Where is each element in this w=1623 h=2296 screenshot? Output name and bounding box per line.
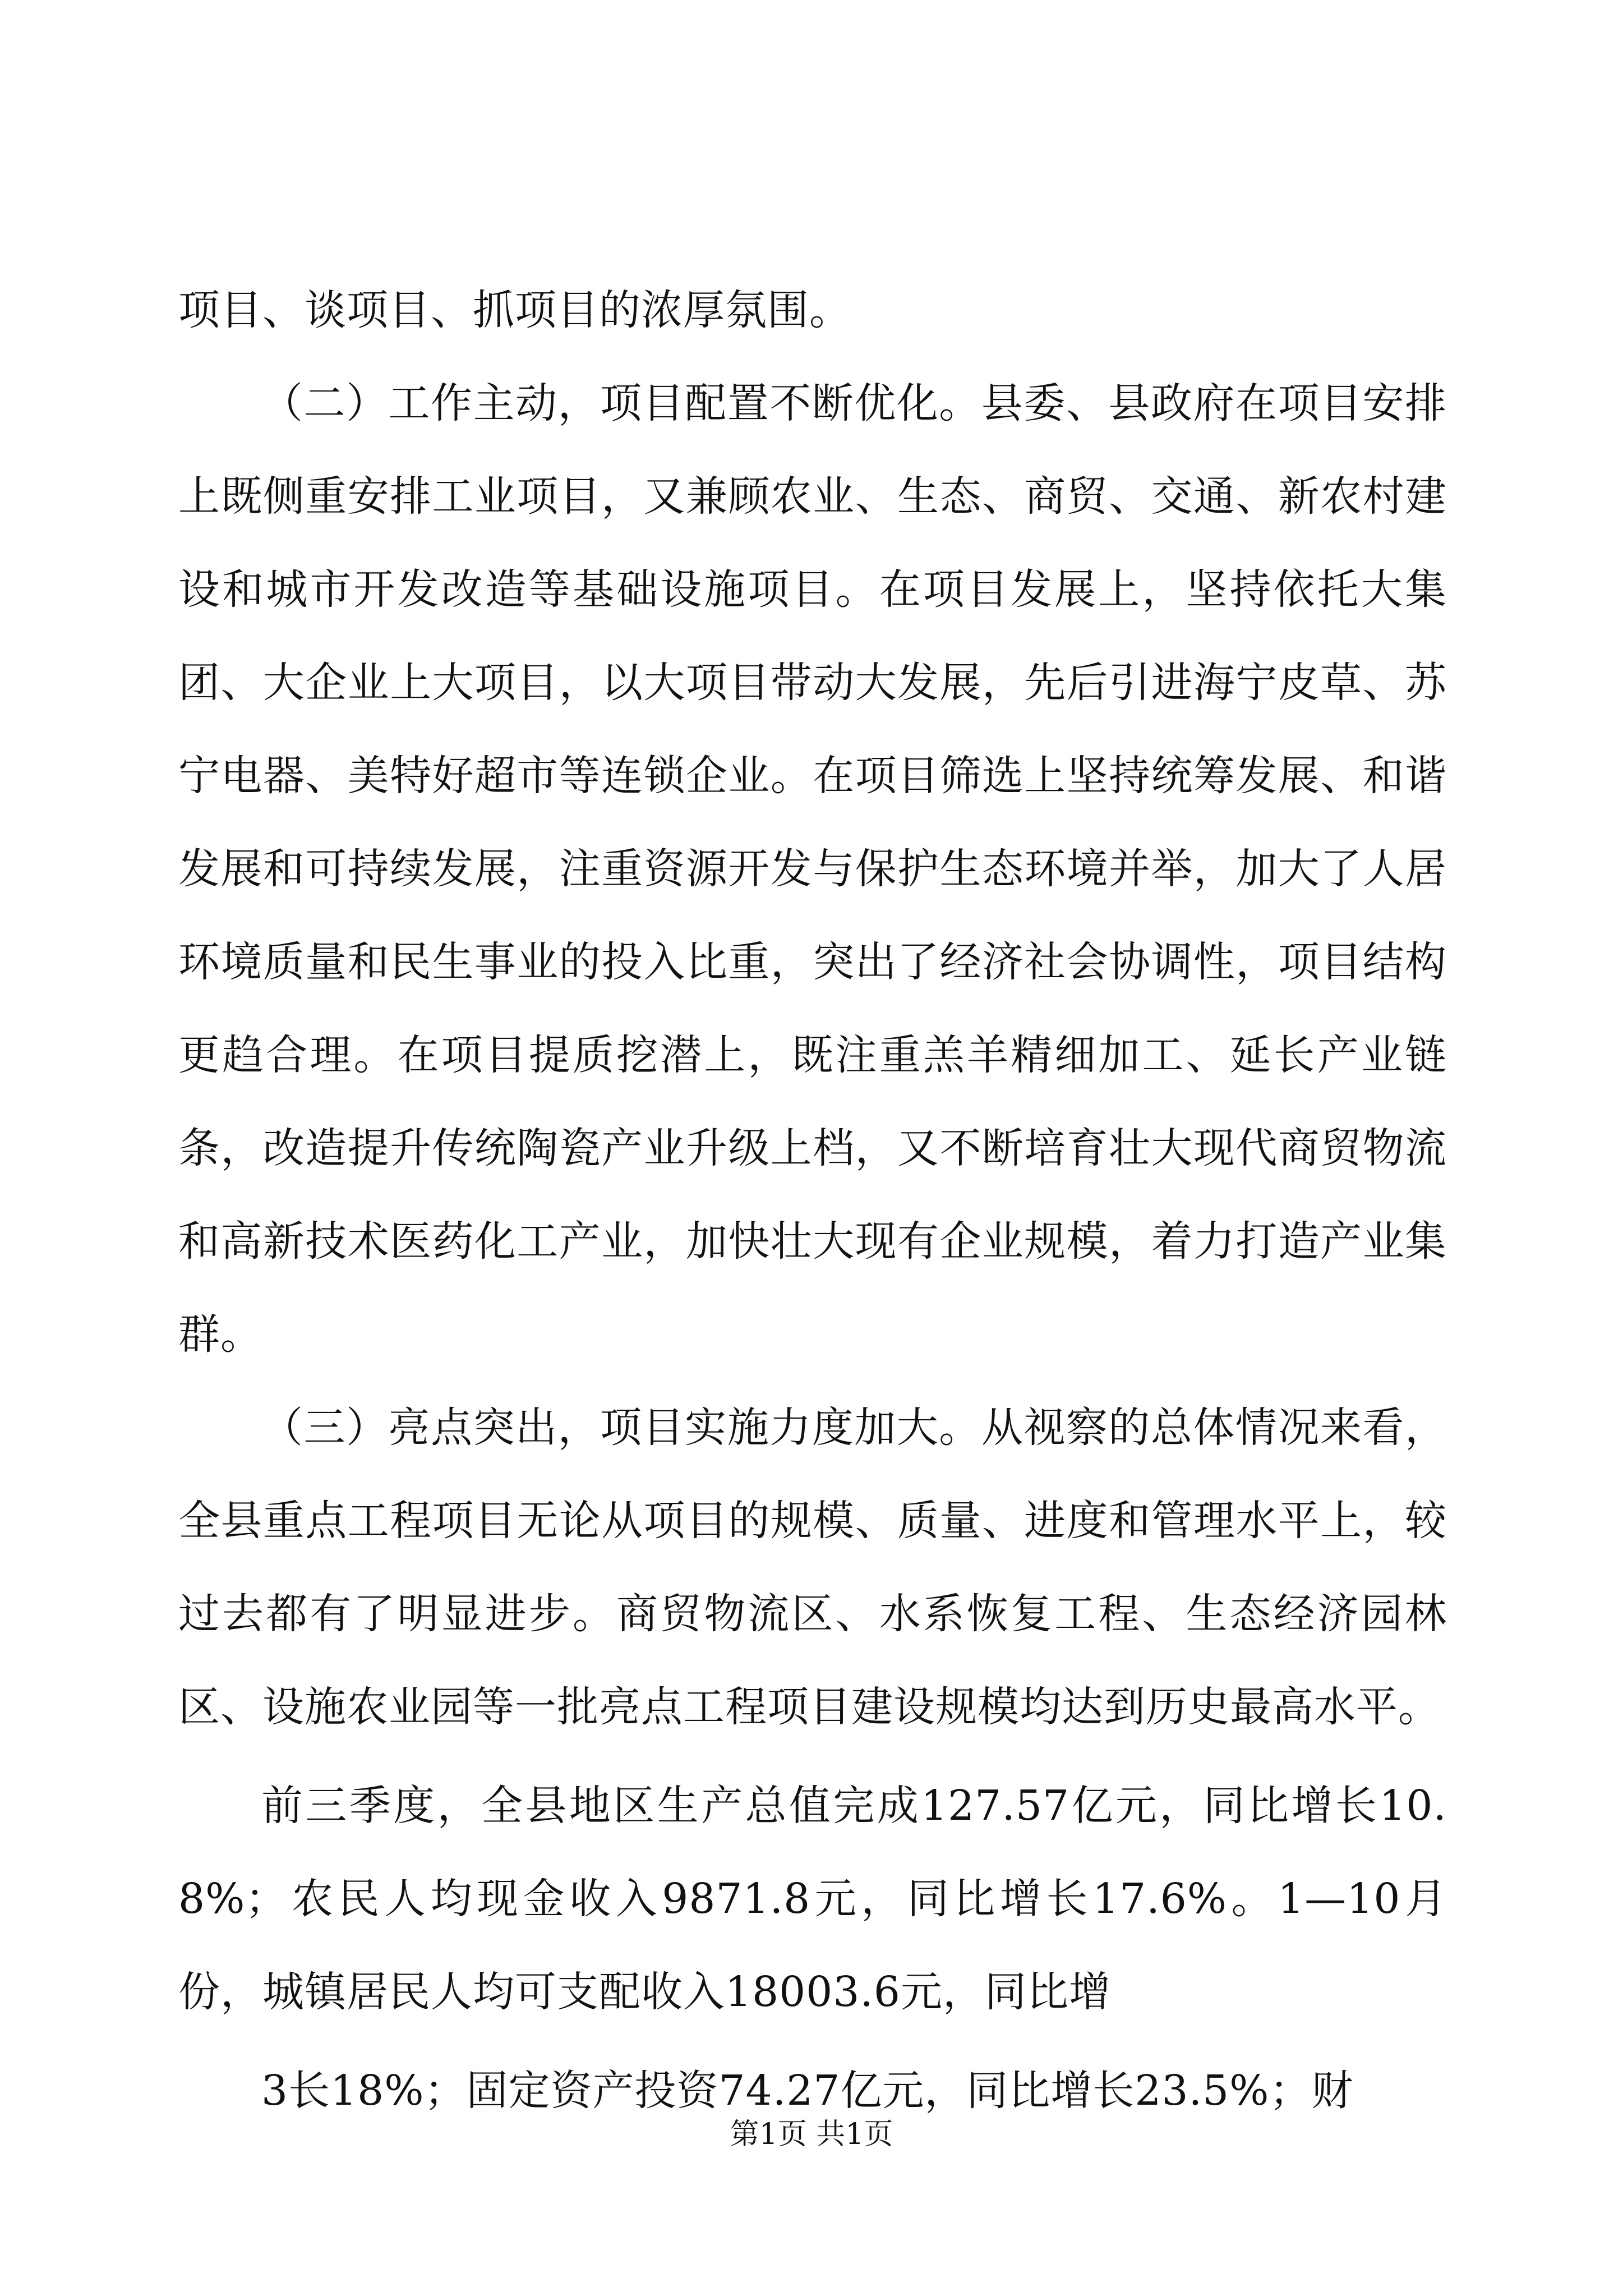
paragraph-continuation: 项目、谈项目、抓项目的浓厚氛围。 (178, 286, 851, 334)
paragraph-economic-figures-continued: 3长18%；固定资产投资74.27亿元，同比增长23.5%；财 (261, 2067, 1354, 2115)
paragraph-economic-figures: 前三季度，全县地区生产总值完成127.57亿元，同比增长10.8%；农民人均现金收入9871.8元，同比增长17.6%。1—10月份，城镇居民人均可支配收入18003.6元，同比增 (178, 1782, 1447, 2016)
page-footer: 第1页 共1页 (730, 2118, 893, 2151)
paragraph-project-highlights: （三）亮点突出，项目实施力度加大。从视察的总体情况来看，全县重点工程项目无论从项目的规模、质量、进度和管理水平上，较过去都有了明显进步。商贸物流区、水系恢复工程、生态经济园林区、设施农业园等一批亮点工程项目建设规模均达到历史最高水平。 (178, 1404, 1447, 1731)
paragraph-project-allocation: （二）工作主动，项目配置不断优化。县委、县政府在项目安排上既侧重安排工业项目，又兼顾农业、生态、商贸、交通、新农村建设和城市开发改造等基础设施项目。在项目发展上，坚持依托大集团、大企业上大项目，以大项目带动大发展，先后引进海宁皮草、苏宁电器、美特好超市等连锁企业。在项目筛选上坚持统筹发展、和谐发展和可持续发展，注重资源开发与保护生态环境并举，加大了人居环境质量和民生事业的投入比重，突出了经济社会协调性，项目结构更趋合理。在项目提质挖潜上，既注重羔羊精细加工、延长产业链条，改造提升传统陶瓷产业升级上档，又不断培育壮大现代商贸物流和高新技术医药化工产业，加快壮大现有企业规模，着力打造产业集群。 (178, 379, 1447, 1359)
document-body (178, 264, 1447, 2137)
